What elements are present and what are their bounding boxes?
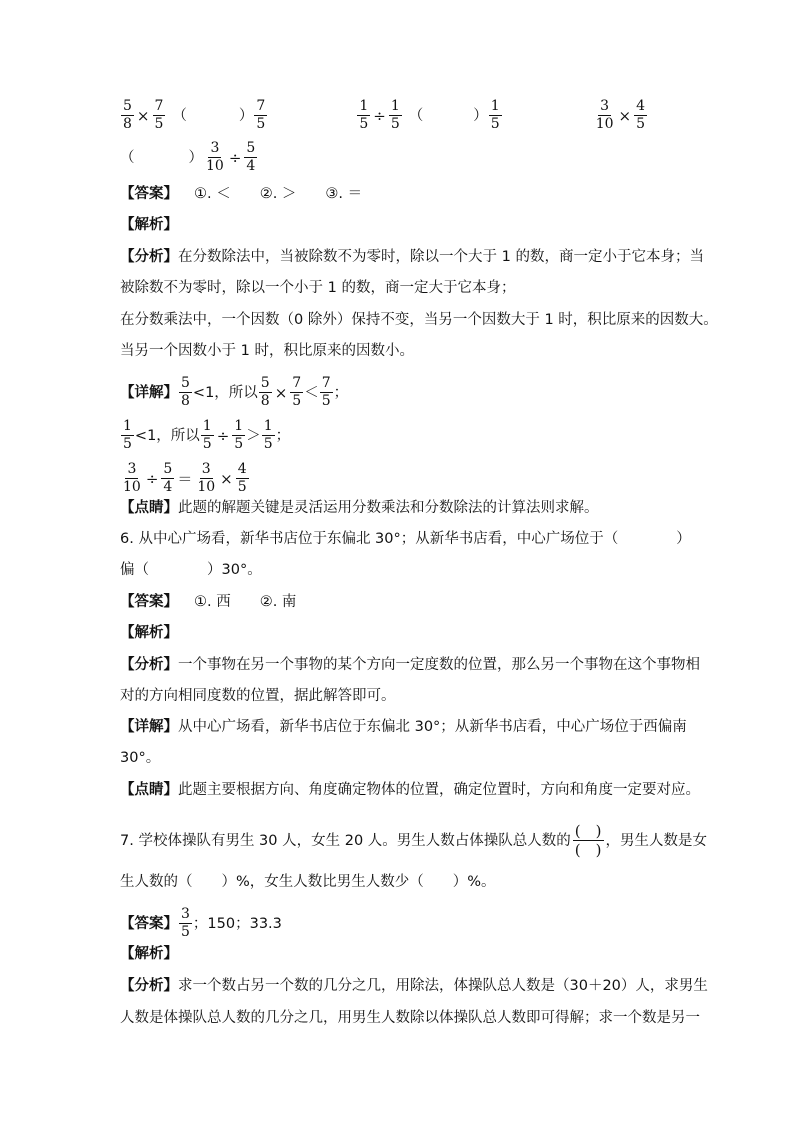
- fraction: $\frac{1}{5}$: [490, 98, 500, 132]
- q7-jiexi: 【解析】: [120, 946, 178, 962]
- q7-fenxi-1: 【分析】 求一个数占另一个数的几分之几，用除法，体操队总人数是（30＋20）人，求男生: [120, 978, 708, 994]
- q5-compare-row-2: （ ） $\frac{3}{10}$ ÷ $\frac{5}{4}$: [120, 140, 256, 174]
- answer-blank[interactable]: （: [408, 107, 424, 124]
- q5-jiexi: 【解析】: [120, 217, 178, 233]
- q5-fenxi-1: 【分析】 在分数除法中，当被除数不为零时，除以一个大于 1 的数，商一定小于它本身；当: [120, 249, 704, 265]
- q5-compare-row: $\frac{5}{8}$ × $\frac{7}{5}$ （ ） $\frac{7}{5}$ $\frac{1}{5}$ ÷ $\frac{1}{5}$ （ ） $\frac{1}{5}$ $\frac{3}{10}$ × $\frac{4}{5}$: [123, 98, 646, 132]
- q7-stem-2: 生人数的（ ）%，女生人数比男生人数少（ ）%。: [120, 874, 496, 890]
- q7-stem-1: 7. 学校体操队有男生 30 人，女生 20 人。男生人数占体操队总人数的 $\frac{( )}{( )}$ ，男生人数是女: [120, 822, 707, 859]
- fraction: $\frac{1}{5}$: [359, 98, 369, 132]
- q6-jiexi: 【解析】: [120, 625, 178, 641]
- q7-fenxi-2: 人数是体操队总人数的几分之几，用男生人数除以体操队总人数即可得解；求一个数是另一: [120, 1010, 700, 1026]
- fraction: $\frac{3}{10}$: [595, 98, 614, 132]
- fraction: $\frac{5}{8}$: [123, 98, 132, 132]
- q7-answer: 【答案】 $\frac{3}{5}$ ；150；33.3: [120, 906, 282, 940]
- answer-blank[interactable]: （: [120, 149, 135, 166]
- q5-fenxi-3: 在分数乘法中，一个因数（0 除外）保持不变，当另一个因数大于 1 时，积比原来的因数大。: [120, 312, 718, 328]
- answer-blank[interactable]: （: [172, 107, 187, 124]
- q5-answer: 【答案】 ①. ＜ ②. ＞ ③. ＝: [120, 186, 363, 202]
- fraction-blank[interactable]: $\frac{( )}{( )}$: [574, 822, 602, 859]
- q6-fenxi-2: 对的方向相同度数的位置，据此解答即可。: [120, 688, 396, 704]
- q5-detail-3: $\frac{3}{10}$ ÷ $\frac{5}{4}$ ＝ $\frac{3}{10}$ × $\frac{4}{5}$: [123, 461, 247, 495]
- fraction: $\frac{1}{5}$: [390, 98, 400, 132]
- q5-fenxi-2: 被除数不为零时，除以一个小于 1 的数，商一定大于它本身；: [120, 280, 516, 296]
- q6-xiangjie-2: 30°。: [120, 750, 161, 766]
- fraction: $\frac{4}{5}$: [636, 98, 646, 132]
- q6-dianjing: 【点睛】 此题主要根据方向、角度确定物体的位置，确定位置时，方向和角度一定要对应。: [120, 782, 700, 798]
- q6-answer: 【答案】 ①. 西 ②. 南: [120, 594, 297, 610]
- fraction: $\frac{5}{4}$: [246, 140, 256, 174]
- q5-detail-2: $\frac{1}{5}$ <1，所以 $\frac{1}{5}$ ÷ $\frac{1}{5}$ ＞ $\frac{1}{5}$ ；: [123, 418, 291, 452]
- fraction: $\frac{3}{10}$: [206, 140, 224, 174]
- q5-fenxi-4: 当另一个因数小于 1 时，积比原来的因数小。: [120, 343, 414, 359]
- q6-stem-2: 偏（ ）30°。: [120, 562, 262, 578]
- fraction: $\frac{7}{5}$: [154, 98, 164, 132]
- fraction: $\frac{7}{5}$: [256, 98, 266, 132]
- q6-xiangjie-1: 【详解】 从中心广场看，新华书店位于东偏北 30°；从新华书店看，中心广场位于西偏南: [120, 719, 687, 735]
- q6-fenxi-1: 【分析】 一个事物在另一个事物的某个方向一定度数的位置，那么另一个事物在这个事物相: [120, 657, 700, 673]
- q5-detail-1: 【详解】 $\frac{5}{8}$ <1，所以 $\frac{5}{8}$ × $\frac{7}{5}$ ＜ $\frac{7}{5}$ ；: [120, 375, 349, 409]
- q5-dianjing: 【点睛】 此题的解题关键是灵活运用分数乘法和分数除法的计算法则求解。: [120, 500, 599, 516]
- q6-stem-1: 6. 从中心广场看，新华书店位于东偏北 30°；从新华书店看，中心广场位于（ ）: [120, 531, 691, 547]
